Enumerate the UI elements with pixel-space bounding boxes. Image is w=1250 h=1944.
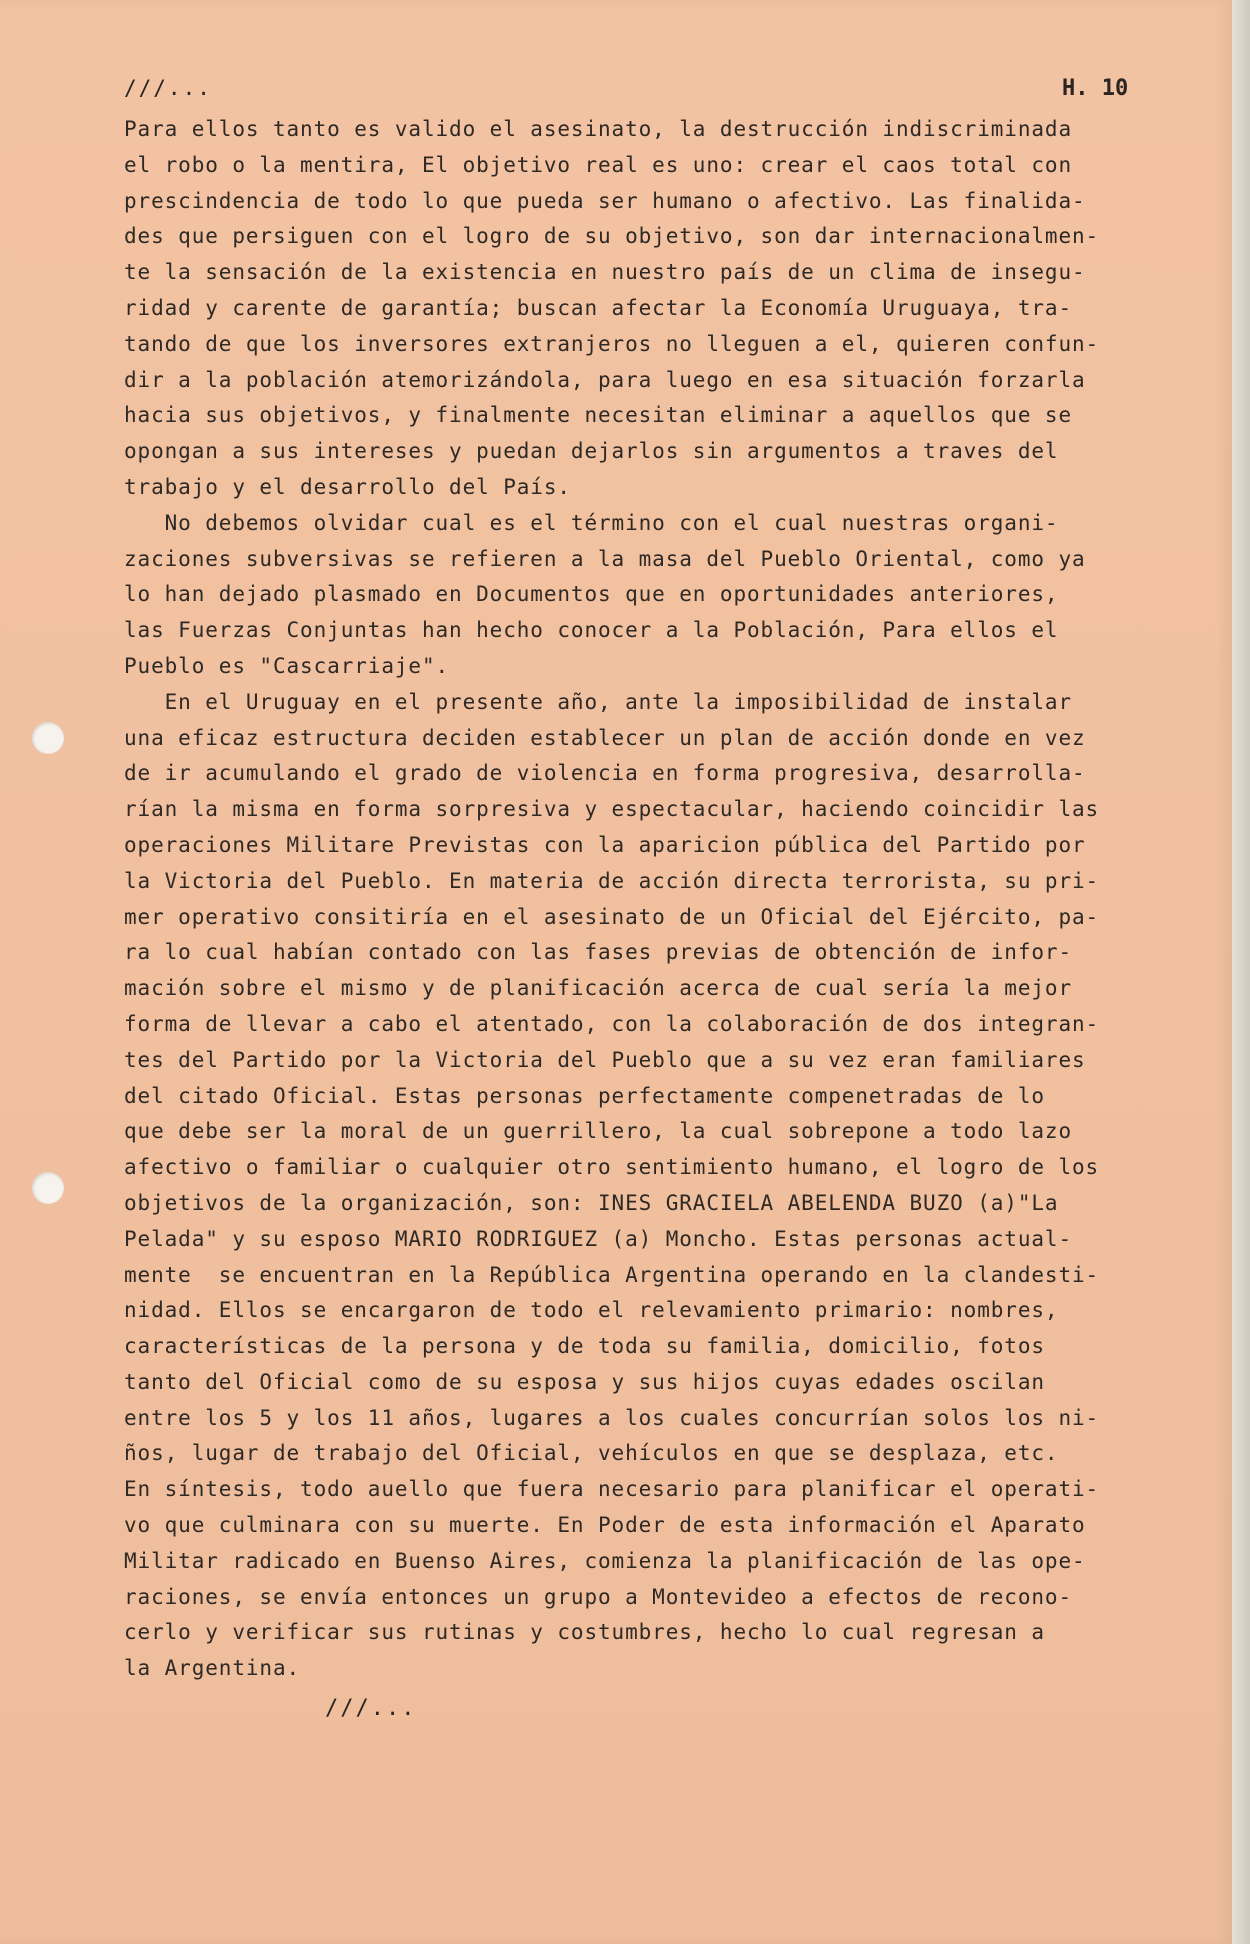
document-body xyxy=(124,112,1184,1687)
text-line: ños, lugar de trabajo del Oficial, vehículos en que se desplaza, etc. xyxy=(124,1441,1059,1466)
text-line: Militar radicado en Buenso Aires, comienza la planificación de las ope- xyxy=(124,1548,1086,1573)
text-line: Para ellos tanto es valido el asesinato, la destrucción indiscriminada xyxy=(124,117,1073,141)
text-line: lo han dejado plasmado en Documentos que en oportunidades anteriores, xyxy=(124,582,1059,607)
text-line: Pelada" y su esposo MARIO RODRIGUEZ (a) Moncho. Estas personas actual- xyxy=(124,1226,1073,1251)
text-line: vo que culminara con su muerte. En Poder de esta información el Aparato xyxy=(124,1513,1086,1538)
text-line: tando de que los inversores extranjeros no lleguen a el, quieren confun- xyxy=(124,331,1100,356)
text-line: des que persiguen con el logro de su objetivo, son dar internacionalmen- xyxy=(124,224,1100,249)
text-line: dir a la población atemorizándola, para luego en esa situación forzarla xyxy=(124,367,1086,392)
text-line: de ir acumulando el grado de violencia en forma progresiva, desarrolla- xyxy=(124,761,1086,786)
text-line: una eficaz estructura deciden establecer un plan de acción donde en vez xyxy=(124,725,1086,750)
punch-hole-top xyxy=(32,722,64,754)
text-line: opongan a sus intereses y puedan dejarlos sin argumentos a traves del xyxy=(124,439,1059,464)
text-line: entre los 5 y los 11 años, lugares a los cuales concurrían solos los ni- xyxy=(124,1405,1100,1430)
text-line: características de la persona y de toda su familia, domicilio, fotos xyxy=(124,1334,1045,1359)
text-line: mer operativo consitiría en el asesinato de un Oficial del Ejército, pa- xyxy=(124,904,1100,929)
text-line: mación sobre el mismo y de planificación acerca de cual sería la mejor xyxy=(124,976,1073,1001)
text-line: te la sensación de la existencia en nuestro país de un clima de insegu- xyxy=(124,260,1086,285)
text-line: tanto del Oficial como de su esposa y sus hijos cuyas edades oscilan xyxy=(124,1369,1045,1394)
scan-edge xyxy=(1232,0,1250,1944)
punch-hole-bottom xyxy=(32,1172,64,1204)
text-line: mente se encuentran en la República Argentina operando en la clandesti- xyxy=(124,1262,1100,1287)
text-line: del citado Oficial. Estas personas perfectamente compenetradas de lo xyxy=(124,1083,1045,1108)
text-line: la Argentina. xyxy=(124,1656,301,1681)
text-line: objetivos de la organización, son: INES GRACIELA ABELENDA BUZO (a)"La xyxy=(124,1190,1059,1215)
text-line: prescindencia de todo lo que pueda ser humano o afectivo. Las finalida- xyxy=(124,188,1086,213)
text-line: rían la misma en forma sorpresiva y espectacular, haciendo coincidir las xyxy=(124,797,1100,822)
text-line: En síntesis, todo auello que fuera necesario para planificar el operati- xyxy=(124,1477,1100,1502)
text-line: trabajo y el desarrollo del País. xyxy=(124,474,571,499)
text-line: tes del Partido por la Victoria del Pueblo que a su vez eran familiares xyxy=(124,1047,1086,1072)
text-line: hacia sus objetivos, y finalmente necesitan eliminar a aquellos que se xyxy=(124,403,1073,428)
text-line: el robo o la mentira, El objetivo real es uno: crear el caos total con xyxy=(124,152,1073,177)
text-line: Pueblo es "Cascarriaje". xyxy=(124,653,450,678)
text-line: la Victoria del Pueblo. En materia de acción directa terrorista, su pri- xyxy=(124,868,1100,893)
text-line: que debe ser la moral de un guerrillero, la cual sobrepone a todo lazo xyxy=(124,1119,1073,1144)
text-line: cerlo y verificar sus rutinas y costumbres, hecho lo cual regresan a xyxy=(124,1620,1045,1645)
page-number: H. 10 xyxy=(1062,76,1129,101)
text-line: nidad. Ellos se encargaron de todo el relevamiento primario: nombres, xyxy=(124,1298,1059,1323)
text-line: No debemos olvidar cual es el término con el cual nuestras organi- xyxy=(124,510,1059,535)
header-continuation-mark: ///... xyxy=(124,76,212,100)
text-line: ridad y carente de garantía; buscan afectar la Economía Uruguaya, tra- xyxy=(124,295,1073,320)
text-line: forma de llevar a cabo el atentado, con la colaboración de dos integran- xyxy=(124,1011,1100,1036)
footer-continuation-mark: ///... xyxy=(325,1696,417,1721)
text-line: ra lo cual habían contado con las fases previas de obtención de infor- xyxy=(124,940,1073,965)
text-line: zaciones subversivas se refieren a la masa del Pueblo Oriental, como ya xyxy=(124,546,1086,571)
text-line: raciones, se envía entonces un grupo a Montevideo a efectos de recono- xyxy=(124,1584,1073,1609)
text-line: las Fuerzas Conjuntas han hecho conocer a la Población, Para ellos el xyxy=(124,618,1059,643)
text-line: operaciones Militare Previstas con la aparicion pública del Partido por xyxy=(124,832,1086,857)
text-line: afectivo o familiar o cualquier otro sentimiento humano, el logro de los xyxy=(124,1155,1100,1180)
text-line: En el Uruguay en el presente año, ante la imposibilidad de instalar xyxy=(124,689,1073,714)
